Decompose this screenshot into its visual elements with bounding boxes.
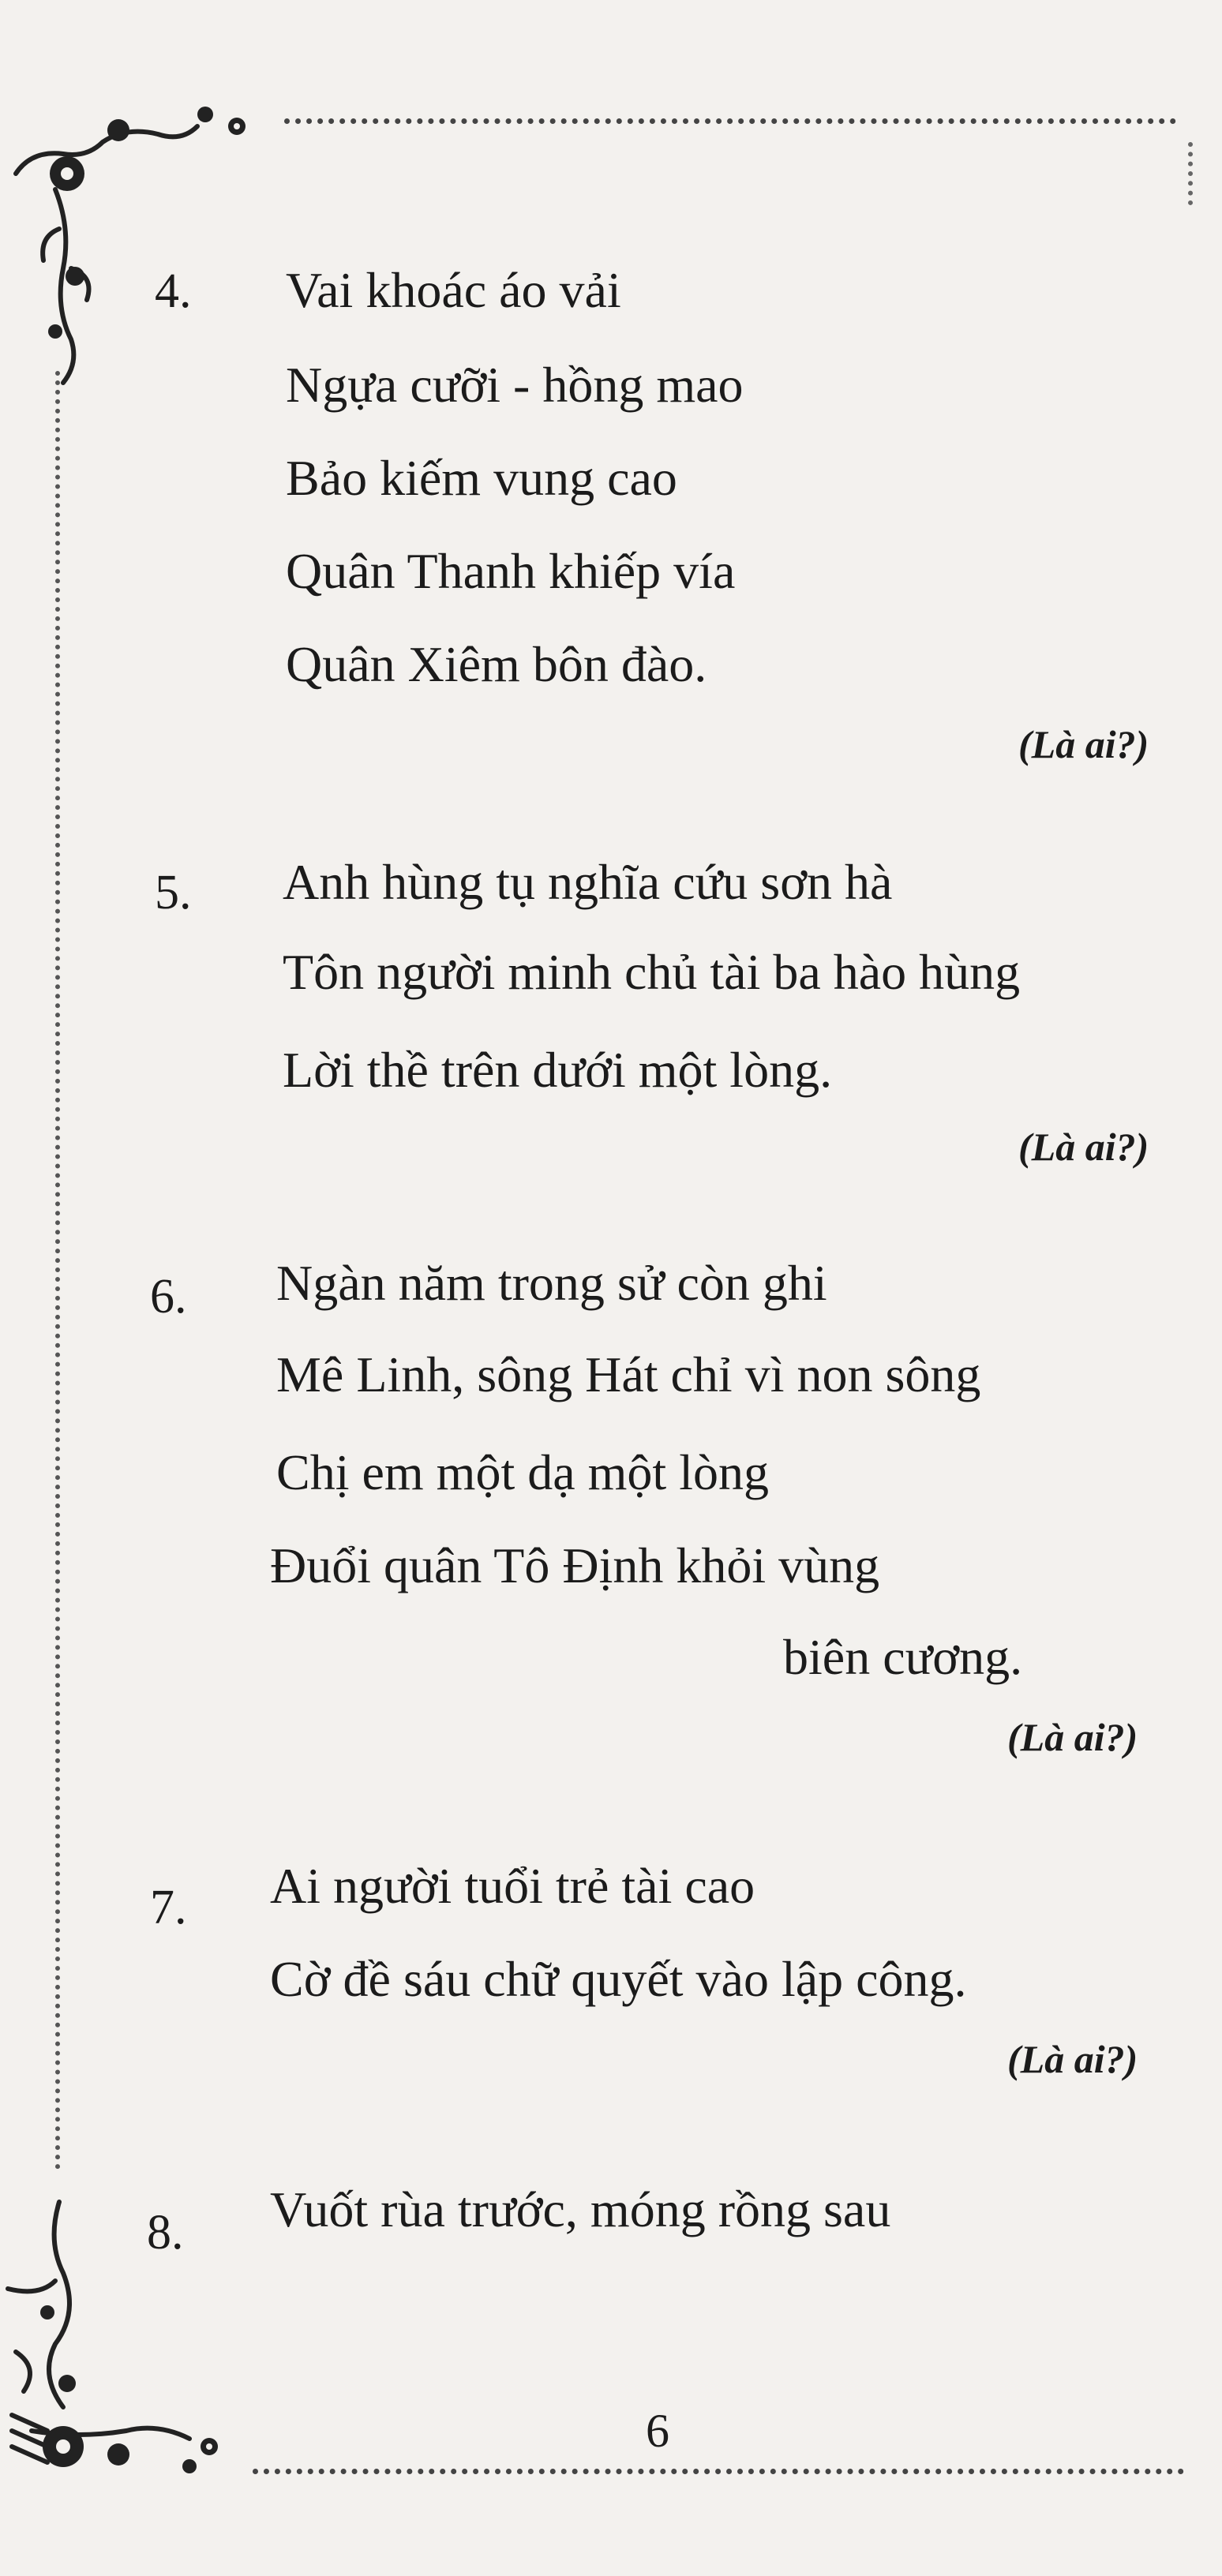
question-label: (Là ai?): [1018, 722, 1149, 766]
verse-line: Mê Linh, sông Hát chỉ vì non sông: [276, 1346, 981, 1402]
floral-corner-bottom-left-icon: [0, 2194, 253, 2510]
verse-line: Vuốt rùa trước, móng rồng sau: [270, 2181, 891, 2237]
right-dotted-border: [1188, 142, 1193, 205]
verse-line: Tôn người minh chủ tài ba hào hùng: [283, 944, 1021, 1000]
question-label: (Là ai?): [1007, 1715, 1138, 1759]
left-dotted-border: [55, 371, 60, 2170]
verse-number: 6.: [150, 1270, 187, 1324]
verse-line: Cờ đề sáu chữ quyết vào lập công.: [270, 1951, 967, 2007]
verse-line: biên cương.: [783, 1629, 1023, 1685]
verse-number: 8.: [147, 2206, 184, 2260]
page-number: 6: [646, 2405, 669, 2457]
verse-line: Vai khoác áo vải: [286, 262, 621, 318]
verse-line: Đuổi quân Tô Định khỏi vùng: [270, 1537, 880, 1593]
bottom-dotted-border: [253, 2469, 1184, 2474]
verse-line: Anh hùng tụ nghĩa cứu sơn hà: [283, 854, 893, 910]
verse-line: Chị em một dạ một lòng: [276, 1444, 769, 1500]
verse-line: Lời thề trên dưới một lòng.: [283, 1042, 833, 1098]
verse-number: 7.: [150, 1881, 187, 1934]
verse-line: Ngàn năm trong sử còn ghi: [276, 1255, 827, 1311]
floral-corner-top-left-icon: [0, 71, 268, 387]
top-dotted-border: [284, 118, 1176, 124]
question-label: (Là ai?): [1007, 2037, 1138, 2081]
verse-line: Quân Xiêm bôn đào.: [286, 636, 707, 692]
verse-line: Bảo kiếm vung cao: [286, 450, 677, 506]
verse-line: Ai người tuổi trẻ tài cao: [270, 1858, 755, 1914]
verse-line: Quân Thanh khiếp vía: [286, 543, 736, 599]
verse-number: 4.: [155, 264, 192, 318]
verse-line: Ngựa cưỡi - hồng mao: [286, 357, 744, 413]
verse-number: 5.: [155, 866, 192, 919]
question-label: (Là ai?): [1018, 1125, 1149, 1169]
